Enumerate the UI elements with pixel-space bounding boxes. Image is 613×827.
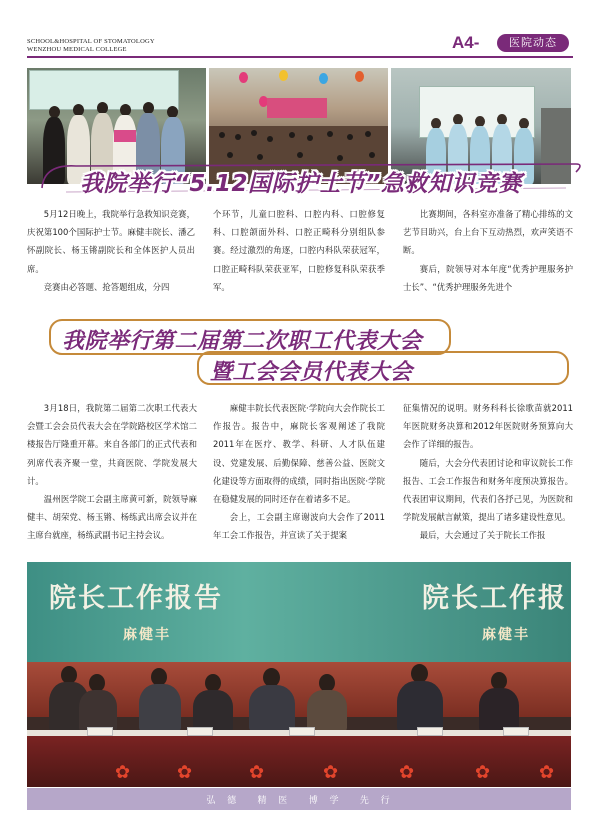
flower-decoration: ✿ [539, 762, 555, 783]
footer-motto: 弘 德 精 医 博 学 先 行 [206, 796, 392, 806]
school-name-line2: WENZHOU MEDICAL COLLEGE [27, 46, 127, 53]
banner-name-left: 麻健丰 [123, 627, 171, 643]
article1-column1 [27, 205, 195, 296]
paragraph: 征集情况的说明。财务科科长徐歌苗就2011年医院财务决算和2012年医院财务预算向大会作了详细的报告。 [403, 403, 573, 450]
header-divider [27, 56, 573, 58]
article1-title: 我院举行“5.12国际护士节”急救知识竞赛 [80, 171, 522, 197]
paragraph: 3月18日，我院第二届第二次职工代表大会暨工会会员代表大会在学院路校区学术馆二楼报告厅隆重开幕。来自各部门的正式代表和列席代表齐聚一堂，共商医院、学院发展大计。 [27, 403, 197, 486]
paragraph: 竞赛由必答题、抢答题组成，分四 [43, 281, 170, 292]
paragraph: 赛后，院领导对本年度“优秀护理服务护士长”、“优秀护理服务先进个 [403, 263, 573, 292]
paragraph: 随后，大会分代表团讨论和审议院长工作报告、工会工作报告和财务年度预决算报告。代表团审议期间，代表们各抒己见，为医院和学院发展献言献策，提出了诸多建设性意见。 [403, 457, 573, 523]
paragraph: 麻健丰院长代表医院·学院向大会作院长工作报告。报告中，麻院长客观阐述了我院2011年在医疗、教学、科研、人才队伍建设、党建发展、后勤保障、慈善公益、医院文化建设等方面取得的成绩，同时指出医院·学院在稳健发展的同时还存在着诸多不足。 [213, 403, 385, 505]
school-name-line1: SCHOOL&HOSPITAL OF STOMATOLOGY [27, 38, 155, 45]
section-badge: 医院动态 [497, 34, 569, 52]
nameplate [289, 727, 315, 736]
flower-decoration: ✿ [399, 762, 415, 783]
nameplate [503, 727, 529, 736]
article2-column3 [403, 399, 573, 545]
paragraph: 个环节，儿童口腔科、口腔内科、口腔修复科、口腔颌面外科、口腔正畸科分别组队参赛。经过激烈的角逐，口腔内科队荣获冠军，口腔正畸科队荣获亚军，口腔修复科队荣获季军。 [213, 209, 385, 292]
banner-title-left: 院长工作报告 [49, 583, 223, 614]
article2-column1 [27, 399, 197, 545]
paragraph: 最后，大会通过了关于院长工作报 [419, 530, 546, 541]
nameplate [87, 727, 113, 736]
article2-title-line1: 我院举行第二届第二次职工代表大会 [62, 329, 423, 354]
page-number: A4- [452, 33, 480, 52]
paragraph: 会上，工会副主席谢波向大会作了2011年工会工作报告，并宣读了关于提案 [213, 512, 385, 541]
nameplate [417, 727, 443, 736]
flower-decoration: ✿ [475, 762, 491, 783]
photo-congress-podium [27, 562, 571, 787]
paragraph: 5月12日晚上，我院举行急救知识竞赛，庆祝第100个国际护士节。麻健丰院长、潘乙怀副院长、杨玉锵副院长和全体医护人员出席。 [27, 209, 195, 274]
paragraph: 比赛期间，各科室亦准备了精心排练的文艺节目助兴，台上台下互动热烈，欢声笑语不断。 [403, 209, 573, 256]
banner-title-right: 院长工作报 [422, 583, 567, 614]
banner-name-right: 麻健丰 [482, 627, 530, 643]
flower-decoration: ✿ [177, 762, 193, 783]
article2-column2 [213, 399, 385, 545]
paragraph: 温州医学院工会副主席黄可新，院领导麻健丰、胡荣党、杨玉锵、杨练武出席会议并在主席台就座，杨练武副书记主持会议。 [27, 494, 197, 541]
article1-column3 [403, 205, 573, 296]
flower-decoration: ✿ [249, 762, 265, 783]
flower-decoration: ✿ [115, 762, 131, 783]
flower-decoration: ✿ [323, 762, 339, 783]
nameplate [187, 727, 213, 736]
article2-title-line2: 暨工会会员代表大会 [210, 360, 413, 385]
article1-column2 [213, 205, 385, 296]
